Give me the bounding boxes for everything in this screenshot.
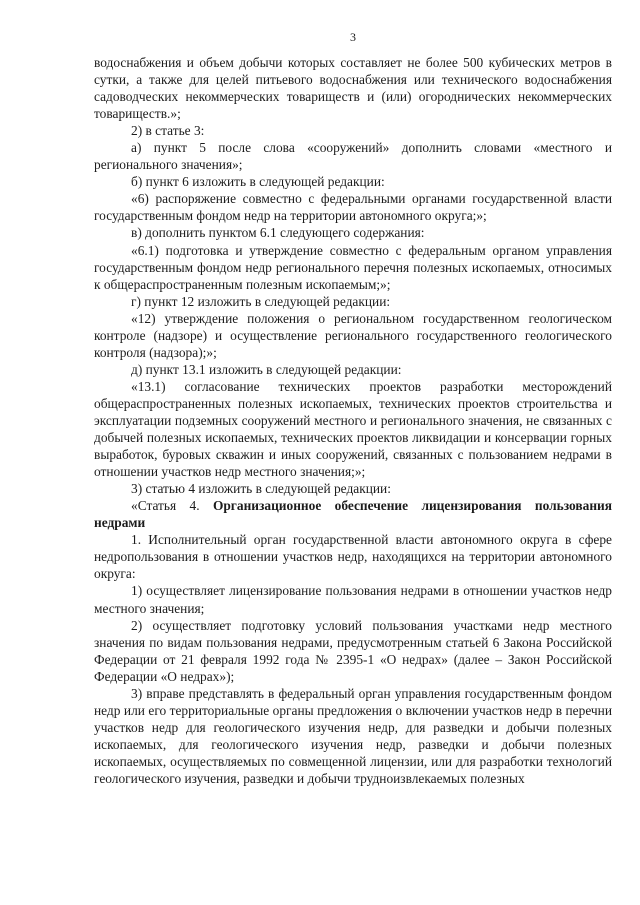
article-heading [94,497,612,531]
paragraph: «12) утверждение положения о региональном государственном геологическом контроле (надзоре) и осуществление регионального государственного геологического контроля (надзора);»; [94,310,612,360]
paragraph: 1) осуществляет лицензирование пользования недрами в отношении участков недр местного значения; [94,583,612,616]
paragraph: «6.1) подготовка и утверждение совместно с федеральным органом управления государственным фондом недр регионального перечня полезных ископаемых, относимых к общераспространенным полезным ископаемым;»; [94,242,612,292]
article-heading-title: Организационное обеспечение лицензирования пользования недрами [94,498,612,531]
paragraph: д) пункт 13.1 изложить в следующей редакции: [131,361,402,377]
paragraph: «6) распоряжение совместно с федеральными органами государственной власти государственным фондом недр на территории автономного округа;»; [94,191,612,224]
paragraph: водоснабжения и объем добычи которых составляет не более 500 кубических метров в сутки, а также для целей питьевого водоснабжения или технического водоснабжения садоводческих некоммерческих товариществ и (или) огороднических некоммерческих товариществ.»; [94,55,612,122]
paragraph: 3) вправе представлять в федеральный орган управления государственным фондом недр или его территориальные органы предложения о включении участков недр в перечни участков недр для геологического изучения недр, для разведки и добычи полезных ископаемых, для геологического изучения недр, разведки и добычи полезных ископаемых, осуществляемых по совмещенной лицензии, или для разработки технологий геологического изучения, разведки и добычи трудноизвлекаемых полезных [94,685,612,786]
document-body [94,54,612,787]
paragraph: 3) статью 4 изложить в следующей редакции: [131,481,391,497]
paragraph: 2) в статье 3: [131,123,205,139]
paragraph: б) пункт 6 изложить в следующей редакции: [131,174,385,190]
paragraph: г) пункт 12 изложить в следующей редакции: [131,293,391,309]
paragraph: а) пункт 5 после слова «сооружений» дополнить словами «местного и регионального значения»; [94,140,612,173]
article-heading-prefix: «Статья 4. [131,498,200,514]
paragraph: 1. Исполнительный орган государственной власти автономного округа в сфере недропользования в отношении участков недр, находящихся на территории автономного округа: [94,532,612,582]
page-number: 3 [350,30,356,44]
paragraph: «13.1) согласование технических проектов разработки месторождений общераспространенных полезных ископаемых, технических проектов строительства и эксплуатации подземных сооружений местного и регионального значения, не связанных с добычей полезных ископаемых, технических проектов ликвидации и консервации горных выработок, буровых скважин и иных сооружений, связанных с пользованием недрами в отношении участков недр местного значения;»; [94,378,612,480]
paragraph: 2) осуществляет подготовку условий пользования участками недр местного значения по видам пользования недрами, предусмотренным статьей 6 Закона Российской Федерации от 21 февраля 1992 года № 2395-1 «О недрах» (далее – Закон Российской Федерации «О недрах»); [94,617,612,684]
paragraph: в) дополнить пунктом 6.1 следующего содержания: [131,225,425,241]
